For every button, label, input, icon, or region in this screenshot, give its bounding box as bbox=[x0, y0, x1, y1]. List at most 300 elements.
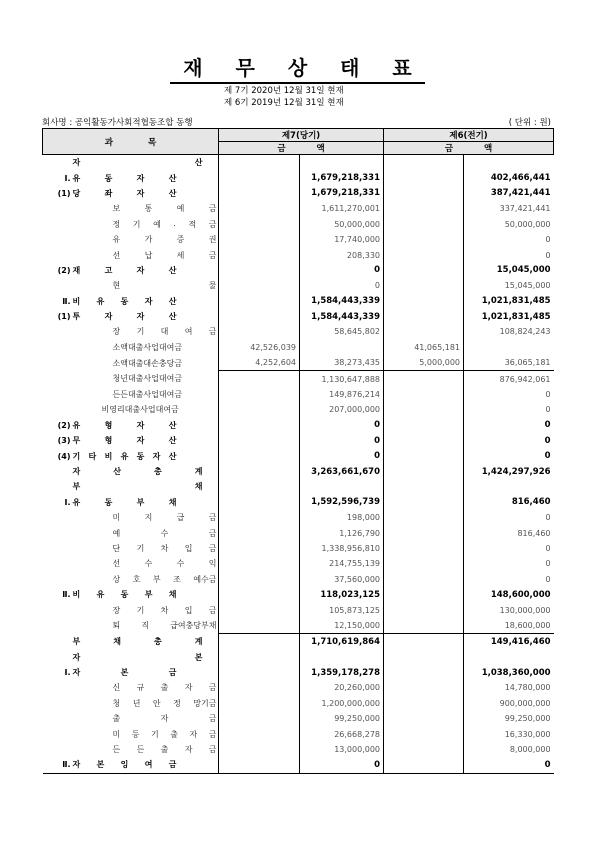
cell-c4: 14,780,000 bbox=[504, 683, 551, 693]
row-label-text: 출 자 금 bbox=[112, 714, 217, 724]
cell-c4: 99,250,000 bbox=[504, 714, 551, 724]
row-prefix: (1) bbox=[57, 312, 71, 322]
table-row bbox=[43, 556, 554, 571]
cell-c1 bbox=[219, 464, 300, 479]
cell-c1 bbox=[219, 602, 300, 617]
row-label bbox=[43, 433, 219, 448]
document-title: 재 무 상 태 표 bbox=[0, 52, 595, 81]
row-label-text: 당 좌 자 산 bbox=[72, 188, 177, 198]
cell-c4: 1,424,297,926 bbox=[481, 466, 551, 477]
row-prefix: Ⅰ. bbox=[64, 497, 71, 507]
row-label-text: 청 년 안 정 망기금 bbox=[112, 698, 217, 708]
row-label-text: 미 지 급 금 bbox=[112, 513, 217, 523]
cell-c2: 214,755,139 bbox=[300, 556, 384, 571]
cell-c3 bbox=[384, 448, 464, 463]
row-prefix: (4) bbox=[57, 451, 71, 461]
table-row bbox=[43, 495, 554, 510]
row-label-text: 미 등 기 출 자 금 bbox=[112, 729, 217, 739]
row-label-text: 선 수 수 익 bbox=[112, 559, 217, 569]
row-label bbox=[43, 402, 219, 417]
cell-c2 bbox=[300, 650, 384, 665]
cell-c3 bbox=[384, 587, 464, 602]
cell-c4: 1,021,831,485 bbox=[481, 311, 551, 322]
cell-c1 bbox=[219, 324, 300, 339]
cell-c4: 816,460 bbox=[511, 497, 551, 508]
cell-c3 bbox=[384, 402, 464, 417]
table-row bbox=[43, 726, 554, 741]
row-label-text: 신 규 출 자 금 bbox=[112, 683, 217, 693]
cell-c2 bbox=[300, 340, 384, 355]
row-label-text: 보 통 예 금 bbox=[112, 204, 217, 214]
cell-c1 bbox=[219, 387, 300, 402]
cell-c2: 37,560,000 bbox=[300, 572, 384, 587]
cell-c2: 1,338,956,810 bbox=[300, 541, 384, 556]
cell-c3 bbox=[384, 726, 464, 741]
row-label bbox=[43, 495, 219, 510]
cell-c1 bbox=[219, 726, 300, 741]
table-row bbox=[43, 186, 554, 201]
table-row bbox=[43, 525, 554, 540]
header-prior-amount: 금 액 bbox=[384, 142, 554, 155]
cell-c4: 0 bbox=[545, 543, 551, 553]
cell-c4: 0 bbox=[545, 235, 551, 245]
cell-c2: 1,200,000,000 bbox=[300, 696, 384, 711]
row-label-text: 투 자 자 산 bbox=[72, 312, 177, 322]
row-label bbox=[43, 587, 219, 602]
row-label bbox=[43, 387, 219, 402]
row-label bbox=[43, 371, 219, 387]
cell-c4: 387,421,441 bbox=[490, 188, 551, 199]
cell-c4: 0 bbox=[464, 757, 554, 773]
row-label-text: 비영리대출사업대여금 bbox=[101, 405, 179, 415]
row-label bbox=[43, 340, 219, 355]
cell-c1 bbox=[219, 263, 300, 278]
header-item: 과 목 bbox=[43, 129, 219, 155]
cell-c1 bbox=[219, 541, 300, 556]
cell-c3 bbox=[384, 572, 464, 587]
row-label bbox=[43, 278, 219, 293]
cell-c3 bbox=[384, 556, 464, 571]
row-label bbox=[43, 155, 219, 171]
row-label-text: 부 채 총 계 bbox=[72, 637, 203, 647]
row-label-text: 부 채 bbox=[72, 482, 203, 492]
cell-c1 bbox=[219, 680, 300, 695]
row-label-text: 소액대출사업대여금 bbox=[112, 342, 183, 352]
cell-c1 bbox=[219, 402, 300, 417]
table-row bbox=[43, 665, 554, 680]
table-row bbox=[43, 464, 554, 479]
cell-c1 bbox=[219, 371, 300, 387]
cell-c2: 1,359,178,278 bbox=[300, 665, 384, 680]
row-prefix: (2) bbox=[57, 265, 71, 275]
table-row bbox=[43, 572, 554, 587]
row-prefix: Ⅱ. bbox=[62, 296, 71, 306]
cell-c2: 1,584,443,339 bbox=[300, 309, 384, 324]
cell-c3 bbox=[384, 201, 464, 216]
cell-c4: 8,000,000 bbox=[509, 745, 551, 755]
table-row bbox=[43, 602, 554, 617]
row-label bbox=[43, 232, 219, 247]
row-label-text: 무 형 자 산 bbox=[72, 436, 177, 446]
row-label-text: 자 본 bbox=[72, 652, 203, 662]
cell-c2: 0 bbox=[300, 433, 384, 448]
cell-c2: 12,150,000 bbox=[300, 618, 384, 634]
cell-c3 bbox=[384, 602, 464, 617]
row-label bbox=[43, 464, 219, 479]
cell-c2: 1,126,790 bbox=[300, 525, 384, 540]
cell-c2: 17,740,000 bbox=[300, 232, 384, 247]
cell-c1 bbox=[219, 510, 300, 525]
cell-c3: 5,000,000 bbox=[384, 355, 464, 371]
cell-c1 bbox=[219, 294, 300, 309]
row-label-text: 예 수 금 bbox=[112, 528, 217, 538]
cell-c2: 3,263,661,670 bbox=[300, 464, 384, 479]
cell-c3 bbox=[384, 309, 464, 324]
row-label-text: 비 유 동 자 산 bbox=[72, 296, 177, 306]
cell-c2: 0 bbox=[300, 278, 384, 293]
cell-c3 bbox=[384, 680, 464, 695]
cell-c1 bbox=[219, 309, 300, 324]
cell-c4: 0 bbox=[545, 559, 551, 569]
row-prefix: Ⅱ. bbox=[62, 760, 71, 770]
cell-c2: 105,873,125 bbox=[300, 602, 384, 617]
table-row bbox=[43, 757, 554, 773]
row-prefix: (3) bbox=[57, 436, 71, 446]
cell-c4: 816,460 bbox=[517, 528, 551, 538]
cell-c1 bbox=[219, 665, 300, 680]
cell-c2: 1,679,218,331 bbox=[300, 186, 384, 201]
row-prefix: (1) bbox=[57, 188, 71, 198]
row-label bbox=[43, 742, 219, 757]
row-label-text: 장 기 대 여 금 bbox=[112, 327, 217, 337]
row-label-text: 자 본 금 bbox=[72, 668, 177, 678]
cell-c1 bbox=[219, 525, 300, 540]
cell-c2: 1,679,218,331 bbox=[300, 170, 384, 185]
row-label bbox=[43, 324, 219, 339]
cell-c4: 36,065,181 bbox=[504, 358, 551, 368]
cell-c1 bbox=[219, 650, 300, 665]
row-label-text: 현 물 bbox=[112, 281, 217, 291]
row-label bbox=[43, 618, 219, 634]
cell-c3 bbox=[384, 495, 464, 510]
row-label bbox=[43, 541, 219, 556]
table-row bbox=[43, 448, 554, 463]
cell-c1 bbox=[219, 479, 300, 494]
cell-c1 bbox=[219, 742, 300, 757]
cell-c1 bbox=[219, 433, 300, 448]
cell-c1: 42,526,039 bbox=[219, 340, 300, 355]
cell-c4: 0 bbox=[545, 574, 551, 584]
cell-c4 bbox=[464, 479, 554, 494]
table-row bbox=[43, 696, 554, 711]
cell-c2: 58,645,802 bbox=[300, 324, 384, 339]
table-row bbox=[43, 170, 554, 185]
table-row bbox=[43, 278, 554, 293]
row-label-text: 자 산 bbox=[72, 158, 203, 168]
row-label bbox=[43, 247, 219, 262]
row-label-text: 유 형 자 산 bbox=[72, 420, 177, 430]
cell-c3 bbox=[384, 433, 464, 448]
table-row bbox=[43, 402, 554, 417]
row-label-text: 상 호 부 조 예수금 bbox=[112, 574, 217, 584]
cell-c2: 198,000 bbox=[300, 510, 384, 525]
table-row bbox=[43, 201, 554, 216]
cell-c3 bbox=[384, 418, 464, 433]
cell-c4: 130,000,000 bbox=[499, 605, 551, 615]
cell-c1 bbox=[219, 572, 300, 587]
header-prior-period: 제6(전기) bbox=[384, 129, 554, 142]
cell-c3 bbox=[384, 278, 464, 293]
row-label-text: 기 타 비 유 동 자 산 bbox=[72, 451, 177, 461]
table-body bbox=[43, 155, 554, 774]
row-label bbox=[43, 263, 219, 278]
table-row bbox=[43, 294, 554, 309]
cell-c2: 20,260,000 bbox=[300, 680, 384, 695]
cell-c3 bbox=[384, 155, 464, 171]
cell-c1 bbox=[219, 634, 300, 650]
cell-c3 bbox=[384, 711, 464, 726]
row-label bbox=[43, 217, 219, 232]
row-label bbox=[43, 650, 219, 665]
cell-c4: 337,421,441 bbox=[499, 204, 551, 214]
balance-sheet-table bbox=[42, 128, 554, 774]
cell-c4: 0 bbox=[544, 420, 551, 431]
row-label bbox=[43, 510, 219, 525]
row-label-text: 유 가 증 권 bbox=[112, 235, 217, 245]
row-label-text: 정 기 예 . 적 금 bbox=[112, 218, 217, 229]
row-label bbox=[43, 294, 219, 309]
cell-c2: 13,000,000 bbox=[300, 742, 384, 757]
cell-c4: 18,600,000 bbox=[504, 620, 551, 630]
cell-c4: 16,330,000 bbox=[504, 729, 551, 739]
cell-c1 bbox=[219, 757, 300, 773]
table-row bbox=[43, 371, 554, 387]
row-label-text: 선 납 세 금 bbox=[112, 250, 217, 260]
table-row bbox=[43, 742, 554, 757]
cell-c1 bbox=[219, 448, 300, 463]
cell-c1 bbox=[219, 418, 300, 433]
row-prefix: (2) bbox=[57, 420, 71, 430]
row-label bbox=[43, 525, 219, 540]
period-prior: 제 6기 2019년 12월 31일 현재 bbox=[224, 98, 344, 108]
cell-c3 bbox=[384, 464, 464, 479]
cell-c2: 1,611,270,001 bbox=[300, 201, 384, 216]
cell-c2 bbox=[300, 155, 384, 171]
row-label bbox=[43, 602, 219, 617]
cell-c2: 0 bbox=[300, 418, 384, 433]
unit-label: ( 단위 : 원) bbox=[508, 118, 551, 128]
cell-c4: 149,416,460 bbox=[464, 634, 554, 650]
cell-c4: 0 bbox=[545, 390, 551, 400]
cell-c1 bbox=[219, 155, 300, 171]
row-label bbox=[43, 170, 219, 185]
cell-c2: 149,876,214 bbox=[300, 387, 384, 402]
table-row bbox=[43, 263, 554, 278]
row-label bbox=[43, 418, 219, 433]
cell-c3 bbox=[384, 387, 464, 402]
table-row bbox=[43, 247, 554, 262]
cell-c4 bbox=[464, 340, 554, 355]
cell-c2: 207,000,000 bbox=[300, 402, 384, 417]
row-label-text: 든 든 출 자 금 bbox=[112, 745, 217, 755]
row-label-text: 재 고 자 산 bbox=[72, 265, 177, 275]
cell-c4: 876,942,061 bbox=[464, 371, 554, 387]
row-label bbox=[43, 186, 219, 201]
cell-c3 bbox=[384, 665, 464, 680]
cell-c4: 0 bbox=[545, 250, 551, 260]
cell-c1 bbox=[219, 556, 300, 571]
cell-c3 bbox=[384, 525, 464, 540]
cell-c3 bbox=[384, 757, 464, 773]
cell-c1 bbox=[219, 618, 300, 634]
row-label bbox=[43, 726, 219, 741]
cell-c4: 0 bbox=[544, 451, 551, 462]
table-row bbox=[43, 618, 554, 634]
cell-c4: 50,000,000 bbox=[504, 219, 551, 229]
row-label-text: 청년대출사업대여금 bbox=[112, 374, 183, 384]
cell-c3 bbox=[384, 294, 464, 309]
table-row bbox=[43, 587, 554, 602]
cell-c3 bbox=[384, 217, 464, 232]
cell-c4 bbox=[464, 650, 554, 665]
cell-c1 bbox=[219, 217, 300, 232]
row-label bbox=[43, 680, 219, 695]
cell-c4: 900,000,000 bbox=[499, 698, 551, 708]
cell-c3 bbox=[384, 742, 464, 757]
row-label-text: 퇴 직 급여충당부채 bbox=[112, 621, 217, 631]
table-row bbox=[43, 510, 554, 525]
cell-c1 bbox=[219, 696, 300, 711]
table-row bbox=[43, 650, 554, 665]
table-row bbox=[43, 433, 554, 448]
cell-c1 bbox=[219, 170, 300, 185]
cell-c2: 1,130,647,888 bbox=[300, 371, 384, 387]
cell-c1 bbox=[219, 232, 300, 247]
cell-c3 bbox=[384, 247, 464, 262]
company-name: 회사명 : 공익활동가사회적협동조합 동행 bbox=[42, 118, 193, 128]
row-label bbox=[43, 355, 219, 371]
cell-c3 bbox=[384, 618, 464, 634]
table-row bbox=[43, 340, 554, 355]
table-row bbox=[43, 387, 554, 402]
row-label-text: 소액대출대손충당금 bbox=[112, 358, 183, 368]
cell-c3 bbox=[384, 696, 464, 711]
period-current: 제 7기 2020년 12월 31일 현재 bbox=[224, 86, 344, 96]
cell-c3 bbox=[384, 650, 464, 665]
row-label bbox=[43, 757, 219, 773]
row-label-text: 유 동 자 산 bbox=[72, 173, 177, 183]
cell-c2: 0 bbox=[300, 757, 384, 773]
cell-c1 bbox=[219, 278, 300, 293]
table-row bbox=[43, 541, 554, 556]
row-prefix: Ⅱ. bbox=[62, 590, 71, 600]
cell-c3 bbox=[384, 371, 464, 387]
cell-c4: 0 bbox=[544, 435, 551, 446]
cell-c2: 99,250,000 bbox=[300, 711, 384, 726]
table-row bbox=[43, 355, 554, 371]
row-label bbox=[43, 201, 219, 216]
table-row bbox=[43, 217, 554, 232]
cell-c2: 208,330 bbox=[300, 247, 384, 262]
row-label-text: 장 기 차 입 금 bbox=[112, 605, 217, 615]
cell-c4: 402,466,441 bbox=[490, 173, 551, 184]
cell-c1 bbox=[219, 495, 300, 510]
cell-c4: 108,824,243 bbox=[499, 327, 551, 337]
cell-c3 bbox=[384, 510, 464, 525]
cell-c2 bbox=[300, 479, 384, 494]
row-label bbox=[43, 711, 219, 726]
cell-c2: 1,584,443,339 bbox=[300, 294, 384, 309]
cell-c2: 38,273,435 bbox=[300, 355, 384, 371]
header-current-amount: 금 액 bbox=[219, 142, 384, 155]
cell-c4: 1,038,360,000 bbox=[481, 667, 551, 678]
cell-c3 bbox=[384, 479, 464, 494]
cell-c3: 41,065,181 bbox=[384, 340, 464, 355]
cell-c3 bbox=[384, 634, 464, 650]
cell-c1 bbox=[219, 186, 300, 201]
cell-c1 bbox=[219, 587, 300, 602]
cell-c2: 0 bbox=[300, 448, 384, 463]
row-label-text: 비 유 동 부 채 bbox=[72, 590, 177, 600]
row-label bbox=[43, 556, 219, 571]
row-label bbox=[43, 634, 219, 650]
cell-c2: 118,023,125 bbox=[300, 587, 384, 602]
cell-c3 bbox=[384, 541, 464, 556]
cell-c4: 15,045,000 bbox=[496, 265, 551, 276]
cell-c4: 148,600,000 bbox=[490, 589, 551, 600]
row-label bbox=[43, 479, 219, 494]
row-label bbox=[43, 696, 219, 711]
cell-c4: 0 bbox=[545, 405, 551, 415]
row-label-text: 자 산 총 계 bbox=[72, 467, 203, 476]
row-label bbox=[43, 665, 219, 680]
row-label-text: 유 동 부 채 bbox=[72, 497, 177, 507]
row-prefix: Ⅰ. bbox=[64, 668, 71, 678]
row-label-text: 든든대출사업대여금 bbox=[112, 390, 183, 400]
cell-c2: 1,592,596,739 bbox=[300, 495, 384, 510]
table-row bbox=[43, 324, 554, 339]
cell-c2: 0 bbox=[300, 263, 384, 278]
table-row bbox=[43, 232, 554, 247]
row-prefix: Ⅰ. bbox=[64, 173, 71, 183]
header-current-period: 제7(당기) bbox=[219, 129, 384, 142]
cell-c3 bbox=[384, 324, 464, 339]
cell-c2: 50,000,000 bbox=[300, 217, 384, 232]
cell-c1: 4,252,604 bbox=[219, 355, 300, 371]
table-row bbox=[43, 711, 554, 726]
table-row bbox=[43, 680, 554, 695]
cell-c3 bbox=[384, 232, 464, 247]
cell-c4: 15,045,000 bbox=[504, 281, 551, 291]
cell-c2: 26,668,278 bbox=[300, 726, 384, 741]
row-label-text: 자 본 잉 여 금 bbox=[72, 760, 177, 770]
row-label bbox=[43, 309, 219, 324]
cell-c4 bbox=[464, 155, 554, 171]
cell-c1 bbox=[219, 711, 300, 726]
table-row bbox=[43, 155, 554, 171]
cell-c2: 1,710,619,864 bbox=[300, 634, 384, 650]
cell-c4: 0 bbox=[545, 513, 551, 523]
row-label bbox=[43, 572, 219, 587]
table-row bbox=[43, 418, 554, 433]
row-label-text: 단 기 차 입 금 bbox=[112, 543, 217, 553]
cell-c1 bbox=[219, 247, 300, 262]
row-label bbox=[43, 448, 219, 463]
cell-c1 bbox=[219, 201, 300, 216]
table-row bbox=[43, 479, 554, 494]
cell-c3 bbox=[384, 186, 464, 201]
cell-c3 bbox=[384, 170, 464, 185]
